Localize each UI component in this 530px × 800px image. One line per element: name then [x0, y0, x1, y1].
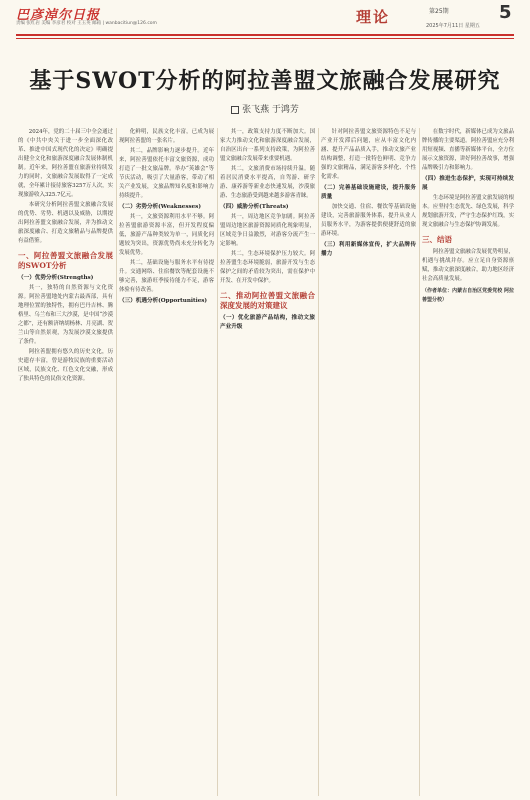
page-number: 5	[499, 2, 512, 23]
subsection-heading: （三）利用新媒体宣传，扩大品牌传播力	[321, 242, 416, 257]
paragraph: 生态环境是阿拉善盟文旅发展的根本。应坚持生态优先、绿色发展，科学规划旅游开发，严守生态保护红线，实现文旅融合与生态保护协调发展。	[422, 195, 514, 228]
paragraph: 其一，政策支持力度不断加大。国家大力推动文化和旅游深度融合发展，自治区出台一系列支持政策，为阿拉善盟文旅融合发展带来重要机遇。	[220, 129, 315, 162]
page-info	[429, 2, 512, 23]
masthead	[0, 0, 530, 34]
column-divider	[217, 128, 218, 796]
issue-date: 2025年7月11日 星期五	[426, 23, 480, 29]
section-heading: 二、推动阿拉善盟文旅融合深度发展的对策建议	[220, 291, 315, 310]
paragraph: 2024年，党的二十届三中全会通过的《中共中央关于进一步全面深化改革、推进中国式现代化的决定》明确提出健全文化和旅游深度融合发展体制机制。近年来，阿拉善盟在旅游业持续发力的同时，文旅融合发展取得了一定成就，全年累计接待旅客3257万人次，实现旅游收入325.7亿元。	[18, 129, 113, 198]
paragraph: 其一，独特的自然资源与文化资源。阿拉善盟地处内蒙古最西部，具有地理位置的独特性，拥有巴丹吉林、腾格里、乌兰布和三大沙漠，是中国“沙漠之都”，还有额济纳胡杨林、月亮湖、贺兰山等自然景观，为发展沙漠文旅提供了条件。	[18, 285, 113, 345]
newspaper-logo: 巴彦淖尔日报	[16, 8, 101, 23]
article-column-3	[220, 128, 315, 796]
subsection-heading: （二）完善基础设施建设，提升服务质量	[321, 185, 416, 200]
masthead-rule	[16, 34, 514, 36]
article-column-5	[422, 128, 514, 796]
article-column-2	[119, 128, 214, 796]
byline	[0, 102, 530, 115]
section-title: 理论	[356, 8, 391, 26]
subsection-heading: （四）威胁分析(Threats)	[220, 204, 289, 210]
paragraph: 其二，品牌影响力逐步提升。近年来，阿拉善盟依托丰富文旅资源，成功打造了一批文旅品牌。举办“英雄会”等节庆活动，吸引了大量游客，带动了相关产业发展，文旅品牌知名度和影响力持续提升。	[119, 148, 214, 199]
article-column-1	[18, 128, 113, 796]
author-names: 张飞燕 于鸿芳	[242, 105, 299, 115]
article-title: 基于SWOT分析的阿拉善盟文旅融合发展研究	[29, 68, 501, 94]
paragraph: 其一，文旅资源利用水平不够。阿拉善盟旅游资源丰富，但开发程度偏低，旅游产品种类较为单一，同质化问题较为突出，资源优势尚未充分转化为发展优势。	[119, 214, 214, 256]
issue-label: 第25期	[429, 8, 449, 15]
paragraph: 其二，生态环境保护压力较大。阿拉善盟生态环境脆弱，旅游开发与生态保护之间的矛盾较为突出，需在保护中开发、在开发中保护。	[220, 251, 315, 284]
author-affiliation: （作者单位：内蒙古自治区党委党校 阿拉善盟分校）	[422, 288, 514, 303]
column-divider	[116, 128, 117, 796]
masthead-rule-thin	[16, 38, 514, 39]
section-heading: 一、阿拉善盟文旅融合发展的SWOT分析	[18, 251, 113, 270]
paragraph: 加快交通、住宿、餐饮等基础设施建设，完善旅游服务体系，提升从业人员服务水平，为游客提供便捷舒适的旅游环境。	[321, 204, 416, 237]
paragraph: 其一，周边地区竞争加剧。阿拉善盟周边地区旅游资源同质化现象明显，区域竞争日益激烈，对游客分流产生一定影响。	[220, 214, 315, 247]
paragraph: 本研究分析阿拉善盟文旅融合发展的优势、劣势、机遇以及威胁，以期提出阿拉善盟文旅融合发展，并为推动文旅深度融合、打造文旅精品与品牌提供有益借鉴。	[18, 202, 113, 244]
paragraph: 针对阿拉善盟文旅资源特色不足与产业开发滞后问题，应从丰富文化内涵、提升产品品质入手，推动文旅产业结构调整，打造一批特色鲜明、竞争力强的文旅精品，满足游客多样化、个性化需求。	[321, 129, 416, 180]
subsection-heading: （三）机遇分析(Opportunities)	[119, 298, 208, 304]
column-divider	[318, 128, 319, 796]
section-heading: 三、结语	[422, 235, 452, 244]
paragraph: 在数字时代，新媒体已成为文旅品牌传播的主要渠道。阿拉善盟应充分利用短视频、直播等新媒体平台，全方位展示文旅资源，讲好阿拉善故事，增强品牌吸引力和影响力。	[422, 129, 514, 171]
byline-box-icon	[231, 106, 239, 114]
subsection-heading: （四）推进生态保护，实现可持续发展	[422, 176, 514, 191]
column-divider	[419, 128, 420, 796]
paragraph: 其二，文旅消费市场持续升温。随着居民消费水平提高，自驾游、研学游、康养游等新业态快速发展，沙漠旅游、生态旅游受到越来越多游客青睐。	[220, 166, 315, 199]
subsection-heading: （二）劣势分析(Weaknesses)	[119, 204, 201, 210]
paragraph: 阿拉善盟文旅融合发展优势明显，机遇与挑战并存。应立足自身资源禀赋，推动文旅深度融合，助力地区经济社会高质量发展。	[422, 249, 514, 282]
paragraph: 阿拉善盟拥有悠久的历史文化，历史遗存丰富，曾是游牧民族的重要活动区域，民族文化、红色文化交融，形成了独具特色的民俗文化资源。	[18, 349, 113, 382]
staff-line: 责编 张红岩 美编 李彦君 校对 王玉英 邮箱 | wanbacitiun@126.com	[16, 21, 157, 26]
paragraph: 其二，基础设施与服务水平有待提升。交通网络、住宿餐饮等配套设施不够完善，旅游旺季接待能力不足，游客体验有待改善。	[119, 260, 214, 293]
subsection-heading: （一）优势分析(Strengths)	[18, 275, 94, 281]
paragraph: 化鲜明，民族文化丰富，已成为展现阿拉善盟的一张名片。	[119, 129, 214, 144]
subsection-heading: （一）优化旅游产品结构，推动文旅产业升级	[220, 315, 315, 330]
article-column-4	[321, 128, 416, 796]
